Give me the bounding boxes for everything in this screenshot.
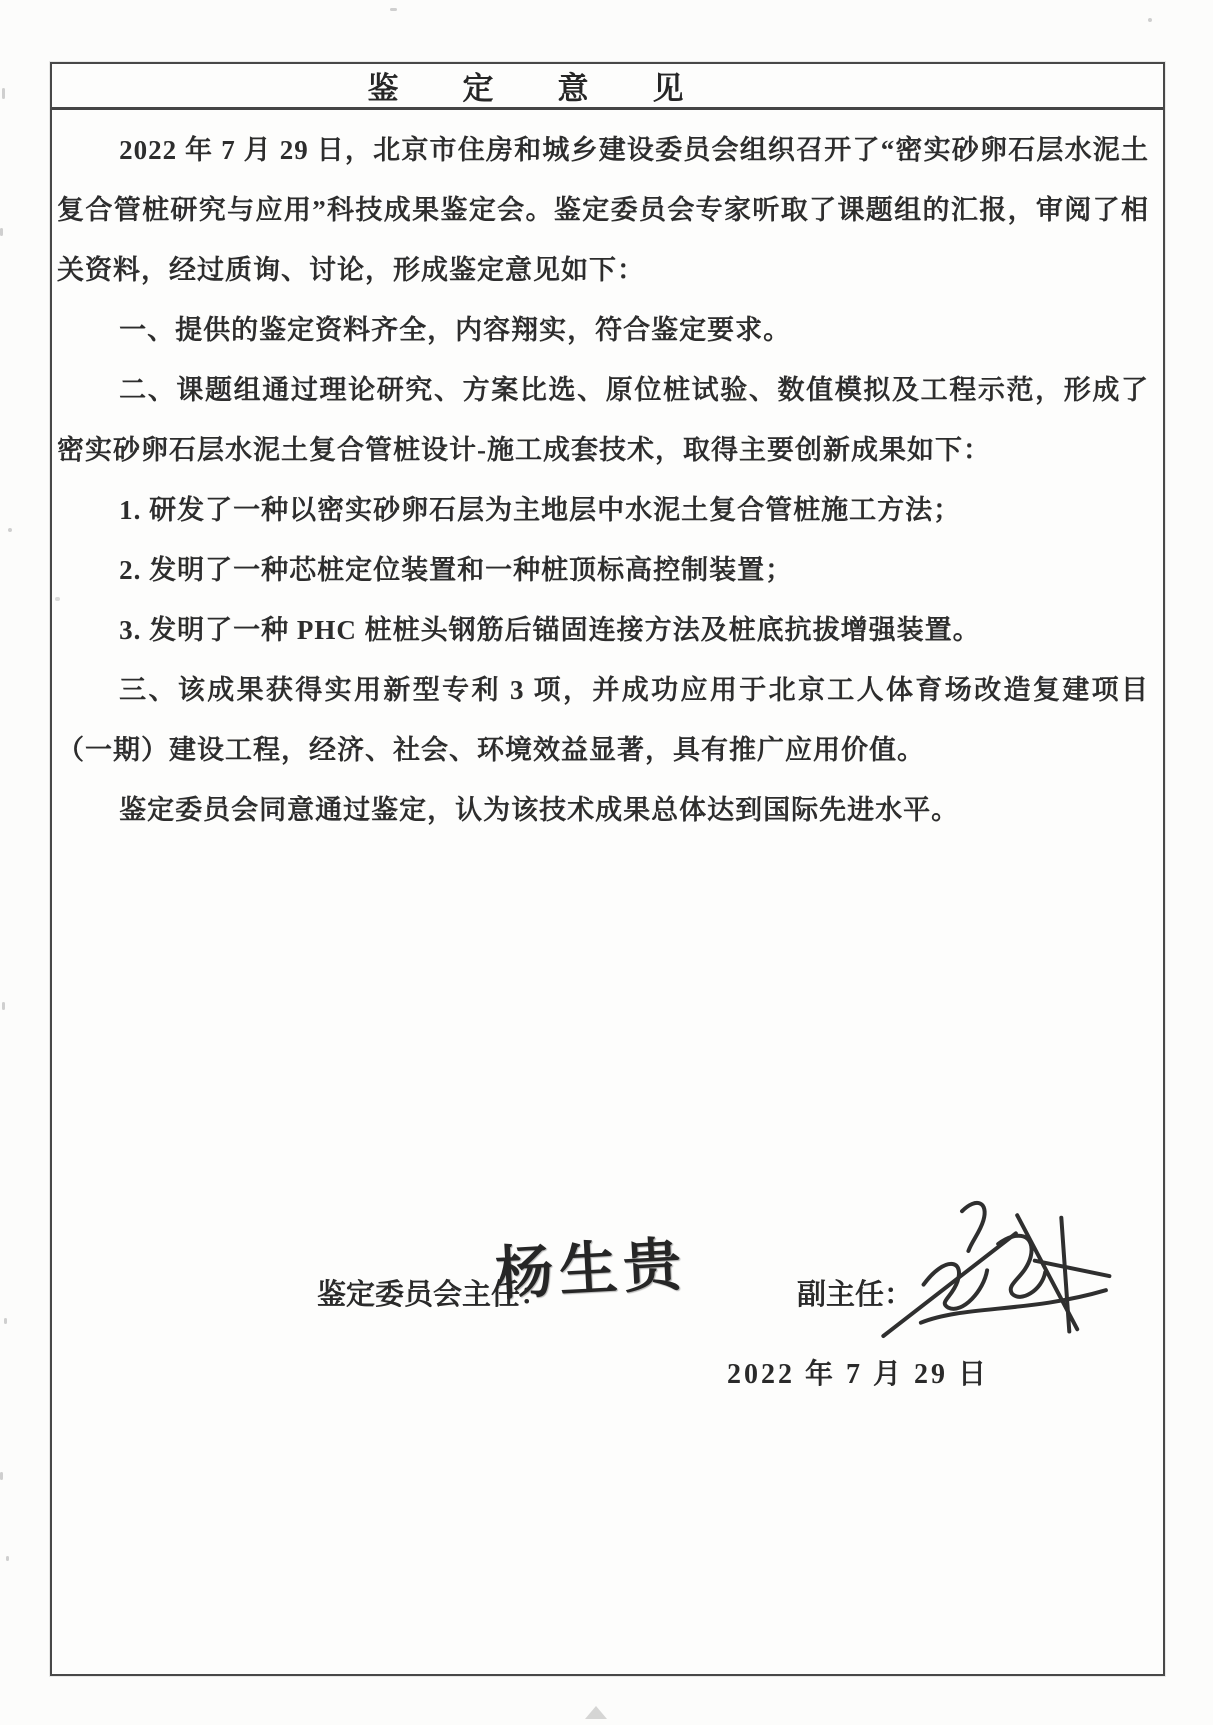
scan-smudge <box>585 1706 607 1719</box>
paragraph-conclusion: 鉴定委员会同意通过鉴定，认为该技术成果总体达到国际先进水平。 <box>119 795 960 825</box>
paragraph-point-1: 一、提供的鉴定资料齐全，内容翔实，符合鉴定要求。 <box>119 315 792 345</box>
scan-artifact <box>8 528 12 532</box>
paragraph-intro: 2022 年 7 月 29 日，北京市住房和城乡建设委员会组织召开了“密实砂卵石层水泥土复合管桩研究与应用”科技成果鉴定会。鉴定委员会专家听取了课题组的汇报，审阅了相关资料，经过质询、讨论，形成鉴定意见如下： <box>57 135 1149 285</box>
scan-artifact <box>0 228 3 236</box>
scan-artifact <box>1148 18 1152 22</box>
page-title: 鉴定意见 <box>367 71 748 106</box>
paragraph-point-3: 三、该成果获得实用新型专利 3 项，并成功应用于北京工人体育场改造复建项目（一期）建设工程，经济、社会、环境效益显著，具有推广应用价值。 <box>57 675 1149 765</box>
paragraph-item-3: 3. 发明了一种 PHC 桩桩头钢筋后锚固连接方法及桩底抗拔增强装置。 <box>119 615 981 645</box>
vice-chairman-signature-scrawl <box>864 1178 1130 1357</box>
paragraph-item-2: 2. 发明了一种芯桩定位装置和一种桩顶标高控制装置； <box>119 555 794 585</box>
document-date: 2022 年 7 月 29 日 <box>727 1359 990 1390</box>
chairman-signature-handwriting: 杨生贵 <box>493 1232 689 1307</box>
scan-artifact <box>390 8 397 11</box>
vice-chairman-signature-label: 副主任： <box>797 1279 914 1311</box>
document-body <box>52 110 1163 840</box>
scan-artifact <box>4 1318 7 1324</box>
paragraph-point-2: 二、课题组通过理论研究、方案比选、原位桩试验、数值模拟及工程示范，形成了密实砂卵石层水泥土复合管桩设计-施工成套技术，取得主要创新成果如下： <box>57 375 1149 465</box>
scan-artifact <box>55 597 60 601</box>
chairman-signature-label: 鉴定委员会主任： <box>317 1279 550 1311</box>
paragraph-item-1: 1. 研发了一种以密实砂卵石层为主地层中水泥土复合管桩施工方法； <box>119 495 962 525</box>
scan-artifact <box>0 1472 3 1480</box>
scan-artifact <box>2 1002 5 1010</box>
title-band <box>52 64 1163 110</box>
scan-artifact <box>6 1556 9 1561</box>
scan-artifact <box>2 88 5 99</box>
document-border-box <box>50 62 1165 1676</box>
